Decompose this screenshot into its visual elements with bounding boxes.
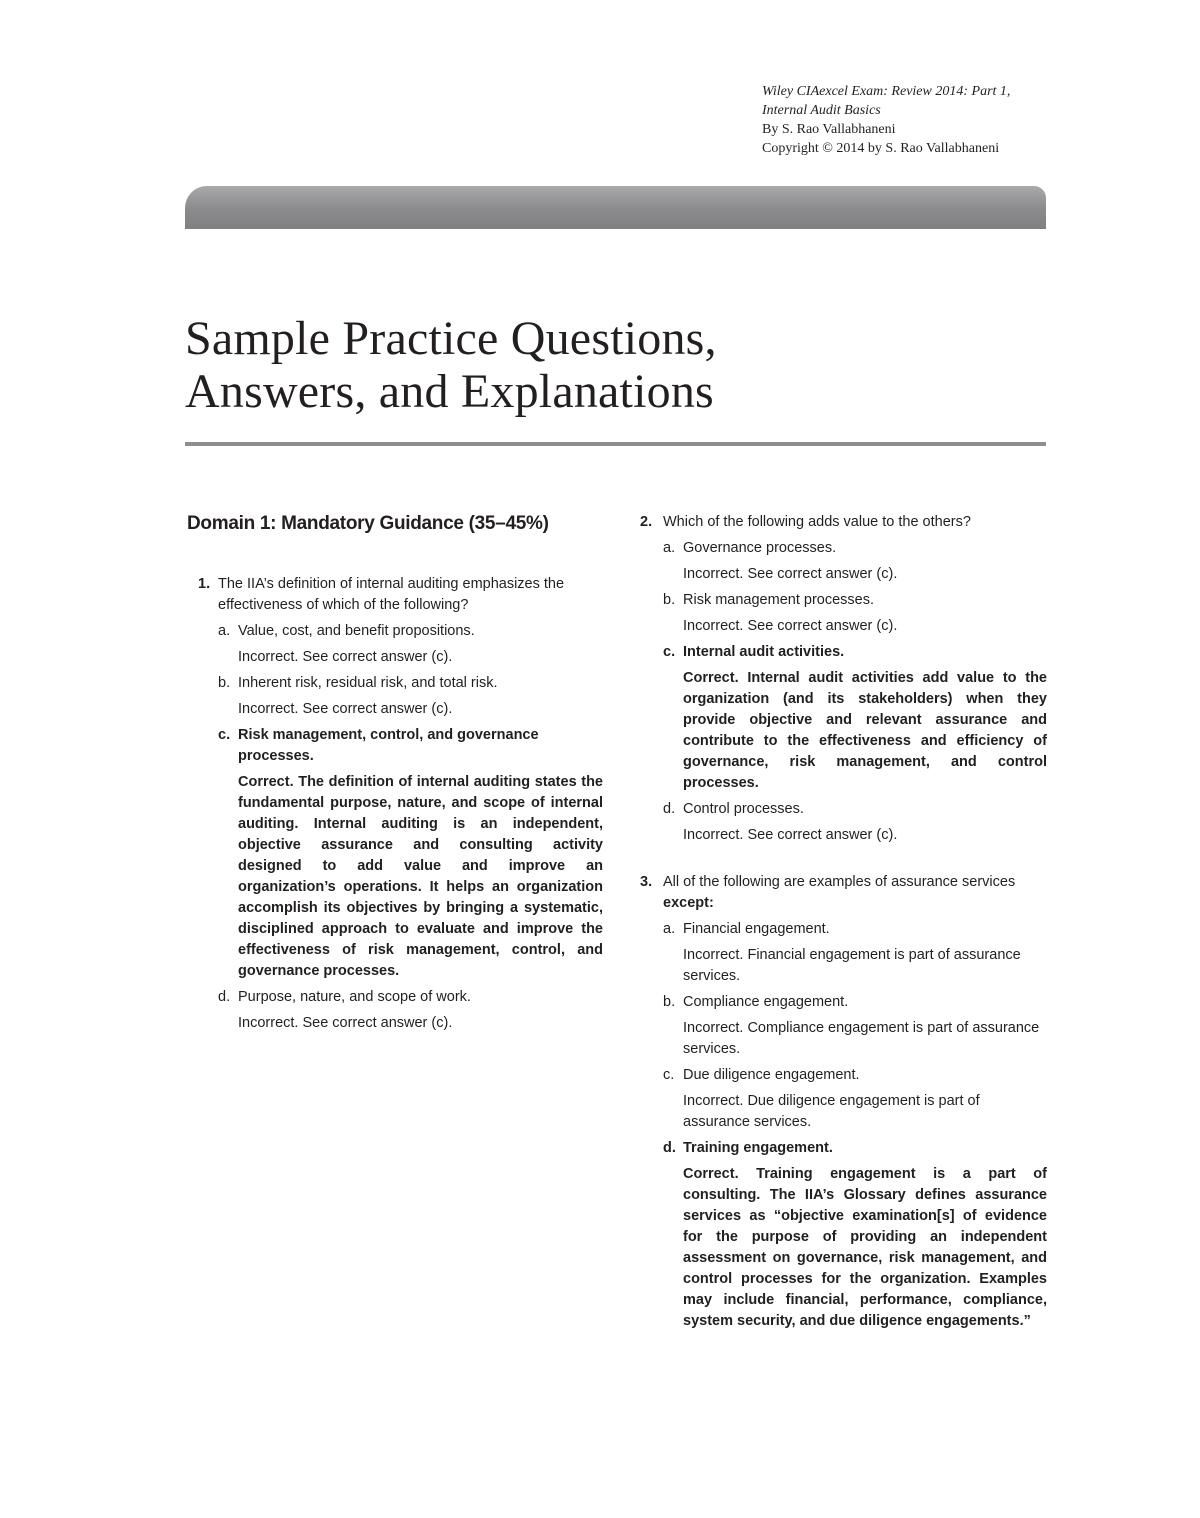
option-letter: d. [663,801,676,817]
option-explanation: Incorrect. See correct answer (c). [683,618,898,634]
option-label: Control processes. [683,801,804,817]
title-divider [185,442,1046,446]
option-letter: c. [663,1067,675,1083]
option-d [663,799,1047,820]
option-letter: a. [663,921,676,937]
question-text-emphasis: except: [663,895,714,911]
option-d-correct [663,1138,1047,1159]
question-text: Which of the following adds value to the others? [663,514,971,530]
option-b [218,673,603,694]
correct-explanation: Correct. The definition of internal auditing states the fundamental purpose, nature, and scope of internal auditing. Internal auditing is an independent, objective assurance and consulting activity designed to add value and improve an organization’s operations. It helps an organization accomplish its objectives by bringing a systematic, disciplined approach to evaluate and improve the effectiveness of risk management, control, and governance processes. [238,774,603,979]
option-explanation: Incorrect. See correct answer (c). [683,827,898,843]
option-d [218,987,603,1008]
option-explanation: Incorrect. Financial engagement is part of assurance services. [683,947,1021,984]
option-c-correct [218,725,603,767]
option-label: Compliance engagement. [683,994,849,1010]
option-letter: c. [218,727,231,743]
option-letter: a. [663,540,676,556]
option-explanation: Incorrect. Due diligence engagement is part of assurance services. [683,1093,980,1130]
option-label: Financial engagement. [683,921,830,937]
question-text-main: All of the following are examples of assurance services [663,874,1016,890]
option-letter: d. [218,989,231,1005]
option-a [218,621,603,642]
page-title-line2: Answers, and Explanations [185,365,714,418]
option-letter: c. [663,644,676,660]
book-title-line1: Wiley CIAexcel Exam: Review 2014: Part 1, [762,84,1011,99]
author-line: By S. Rao Vallabhaneni [762,122,896,137]
option-label: Governance processes. [683,540,837,556]
book-title-line2: Internal Audit Basics [762,103,881,118]
question-2 [637,512,1047,846]
option-explanation: Incorrect. See correct answer (c). [238,701,453,717]
option-letter: b. [663,592,676,608]
option-c [663,1065,1047,1086]
option-label: Training engagement. [683,1140,833,1156]
option-b [663,992,1047,1013]
option-label: Purpose, nature, and scope of work. [238,989,471,1005]
option-label: Internal audit activities. [683,644,845,660]
book-citation [762,82,1092,158]
option-label: Risk management, control, and governance processes. [238,727,539,764]
question-text: The IIA’s definition of internal auditing emphasizes the effectiveness of which of the following? [218,576,565,613]
option-explanation: Incorrect. See correct answer (c). [238,649,453,665]
copyright-line: Copyright © 2014 by S. Rao Vallabhaneni [762,141,1000,156]
option-explanation: Incorrect. Compliance engagement is part of assurance services. [683,1020,1040,1057]
correct-explanation: Correct. Internal audit activities add value to the organization (and its stakeholders) when they provide objective and relevant assurance and contribute to the effectiveness and efficiency of governance, risk management, and control processes. [683,670,1047,791]
correct-explanation: Correct. Training engagement is a part of consulting. The IIA’s Glossary defines assurance services as “objective examination[s] of evidence for the purpose of providing an independent assessment on governance, risk management, and control processes for the organization. Examples may include financial, performance, compliance, system security, and due diligence engagements.” [683,1166,1047,1329]
option-a [663,538,1047,559]
left-column [185,512,603,1060]
option-label: Inherent risk, residual risk, and total risk. [238,675,498,691]
option-label: Value, cost, and benefit propositions. [238,623,475,639]
question-1 [185,574,603,1034]
option-b [663,590,1047,611]
option-explanation: Incorrect. See correct answer (c). [683,566,898,582]
chapter-header-band [185,186,1046,229]
option-label: Due diligence engagement. [683,1067,860,1083]
option-explanation: Incorrect. See correct answer (c). [238,1015,453,1031]
right-column [637,512,1047,1358]
question-number: 3. [640,874,653,890]
domain-heading: Domain 1: Mandatory Guidance (35–45%) [187,513,549,534]
option-letter: a. [218,623,231,639]
question-text [663,872,1047,914]
option-letter: d. [663,1140,676,1156]
option-letter: b. [663,994,676,1010]
option-a [663,919,1047,940]
page-title-line1: Sample Practice Questions, [185,312,717,365]
option-label: Risk management processes. [683,592,874,608]
page-title [185,312,1046,418]
option-letter: b. [218,675,231,691]
option-c-correct [663,642,1047,663]
question-number: 2. [640,514,653,530]
question-number: 1. [198,576,211,592]
question-3 [637,872,1047,1332]
